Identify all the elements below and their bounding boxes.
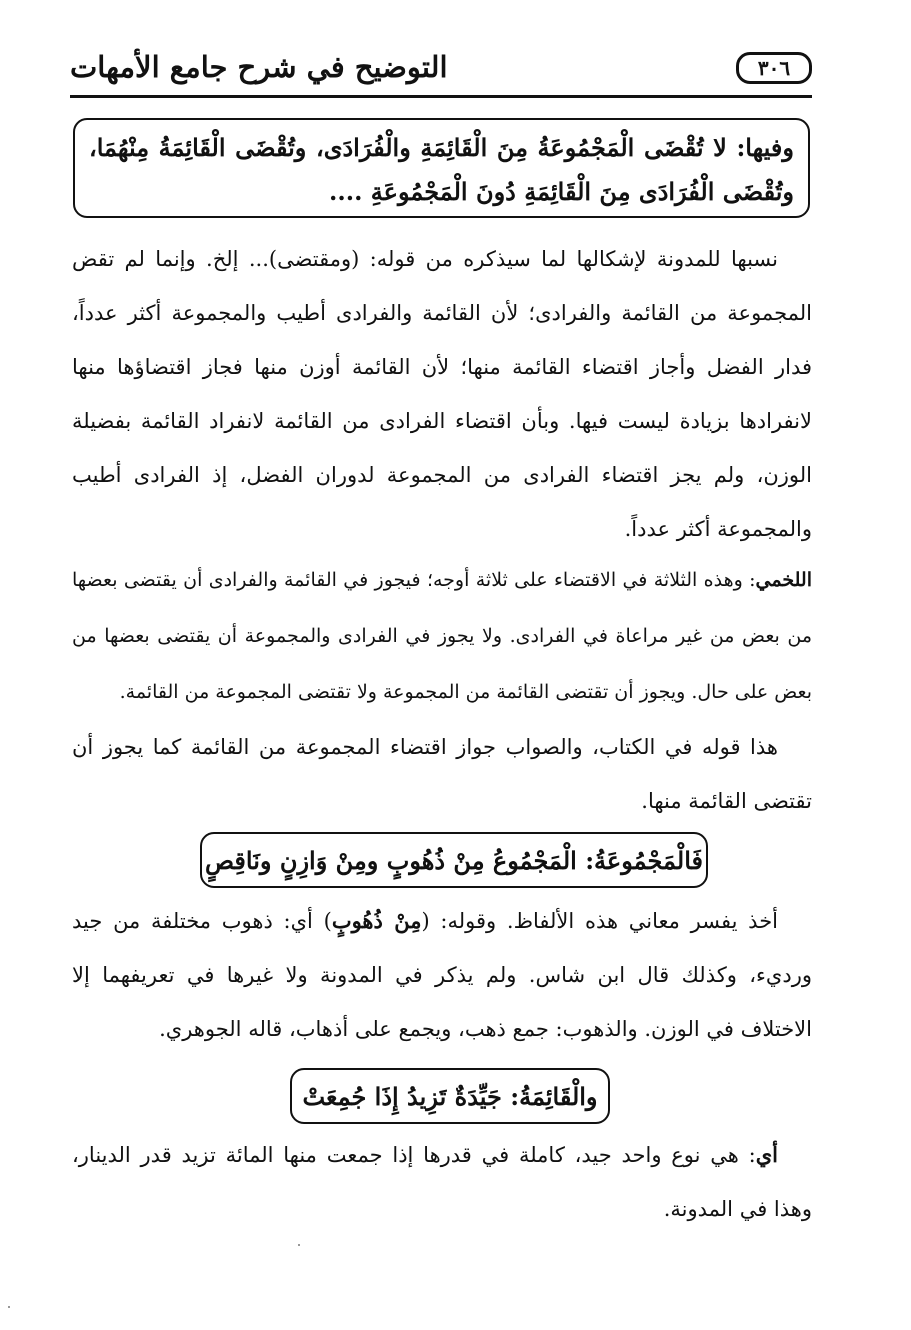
matn-box-3: والْقَائِمَةُ: جَيِّدَةٌ تَزِيدُ إِذَا جُمِعَتْ bbox=[290, 1068, 610, 1124]
paragraph-4-after: ) أي: ذهوب مختلفة من جيد ورديء، وكذلك قال ابن شاس. ولم يذكر في المدونة ولا غيرها في تعريفهما إلا الاختلاف في الوزن. والذهوب: جمع ذهب، ويجمع على أذهاب، قاله الجوهري. bbox=[72, 909, 812, 1041]
author-label: اللخمي bbox=[755, 569, 812, 591]
book-title: التوضيح في شرح جامع الأمهات bbox=[70, 50, 448, 84]
page-number: ٣٠٦ bbox=[736, 52, 812, 84]
commentary-paragraph-3: هذا قوله في الكتاب، والصواب جواز اقتضاء المجموعة من القائمة كما يجوز أن تقتضى القائمة منها. bbox=[72, 735, 812, 813]
scan-speck bbox=[298, 1244, 300, 1246]
matn-box-1: وفيها: لا تُقْضَى الْمَجْمُوعَةُ مِنَ الْقَائِمَةِ والْفُرَادَى، وتُقْضَى الْقَائِمَةُ مِنْهُمَا، وتُقْضَى الْفُرَادَى مِنَ الْقَائِمَةِ دُونَ الْمَجْمُوعَةِ .... bbox=[73, 118, 810, 218]
paragraph-5-lead: أي bbox=[755, 1142, 778, 1167]
paragraph-4-before: أخذ يفسر معاني هذه الألفاظ. وقوله: ( bbox=[421, 909, 779, 933]
matn-box-2: فَالْمَجْمُوعَةُ: الْمَجْمُوعُ مِنْ ذُهُوبٍ ومِنْ وَازِنٍ ونَاقِصٍ bbox=[200, 832, 708, 888]
quoted-term: مِنْ ذُهُوبٍ bbox=[331, 908, 422, 933]
commentary-paragraph-4 bbox=[72, 894, 812, 1056]
commentary-paragraph-2 bbox=[72, 552, 812, 720]
paragraph-5-text: : هي نوع واحد جيد، كاملة في قدرها إذا جمعت منها المائة تزيد قدر الدينار، وهذا في المدونة. bbox=[72, 1143, 812, 1221]
header-divider bbox=[70, 95, 812, 98]
commentary-paragraph-1: نسبها للمدونة لإشكالها لما سيذكره من قوله: (ومقتضى)... إلخ. وإنما لم تقض المجموعة من القائمة والفرادى؛ لأن القائمة والفرادى أطيب والمجموعة أكثر عدداً، فدار الفضل وأجاز اقتضاء القائمة منها؛ لأن القائمة أوزن منها فجاز اقتضاؤها منها لانفرادها بزيادة ليست فيها. وبأن اقتضاء الفرادى من القائمة لانفراد القائمة بفضيلة الوزن، ولم يجز اقتضاء الفرادى من المجموعة لدوران الفضل، إذ الفرادى أطيب والمجموعة أكثر عدداً. bbox=[72, 247, 812, 541]
paragraph-2-text: : وهذه الثلاثة في الاقتضاء على ثلاثة أوجه؛ فيجوز في القائمة والفرادى أن يقتضى بعضها من بعض من غير مراعاة في الفرادى. ولا يجوز في الفرادى والمجموعة أن يقتضى بعضها من بعض على حال. ويجوز أن تقتضى القائمة من المجموعة ولا تقتضى المجموعة من القائمة. bbox=[72, 569, 812, 703]
scan-speck bbox=[8, 1306, 10, 1308]
commentary-paragraph-5 bbox=[72, 1128, 812, 1236]
page-header bbox=[70, 38, 812, 100]
